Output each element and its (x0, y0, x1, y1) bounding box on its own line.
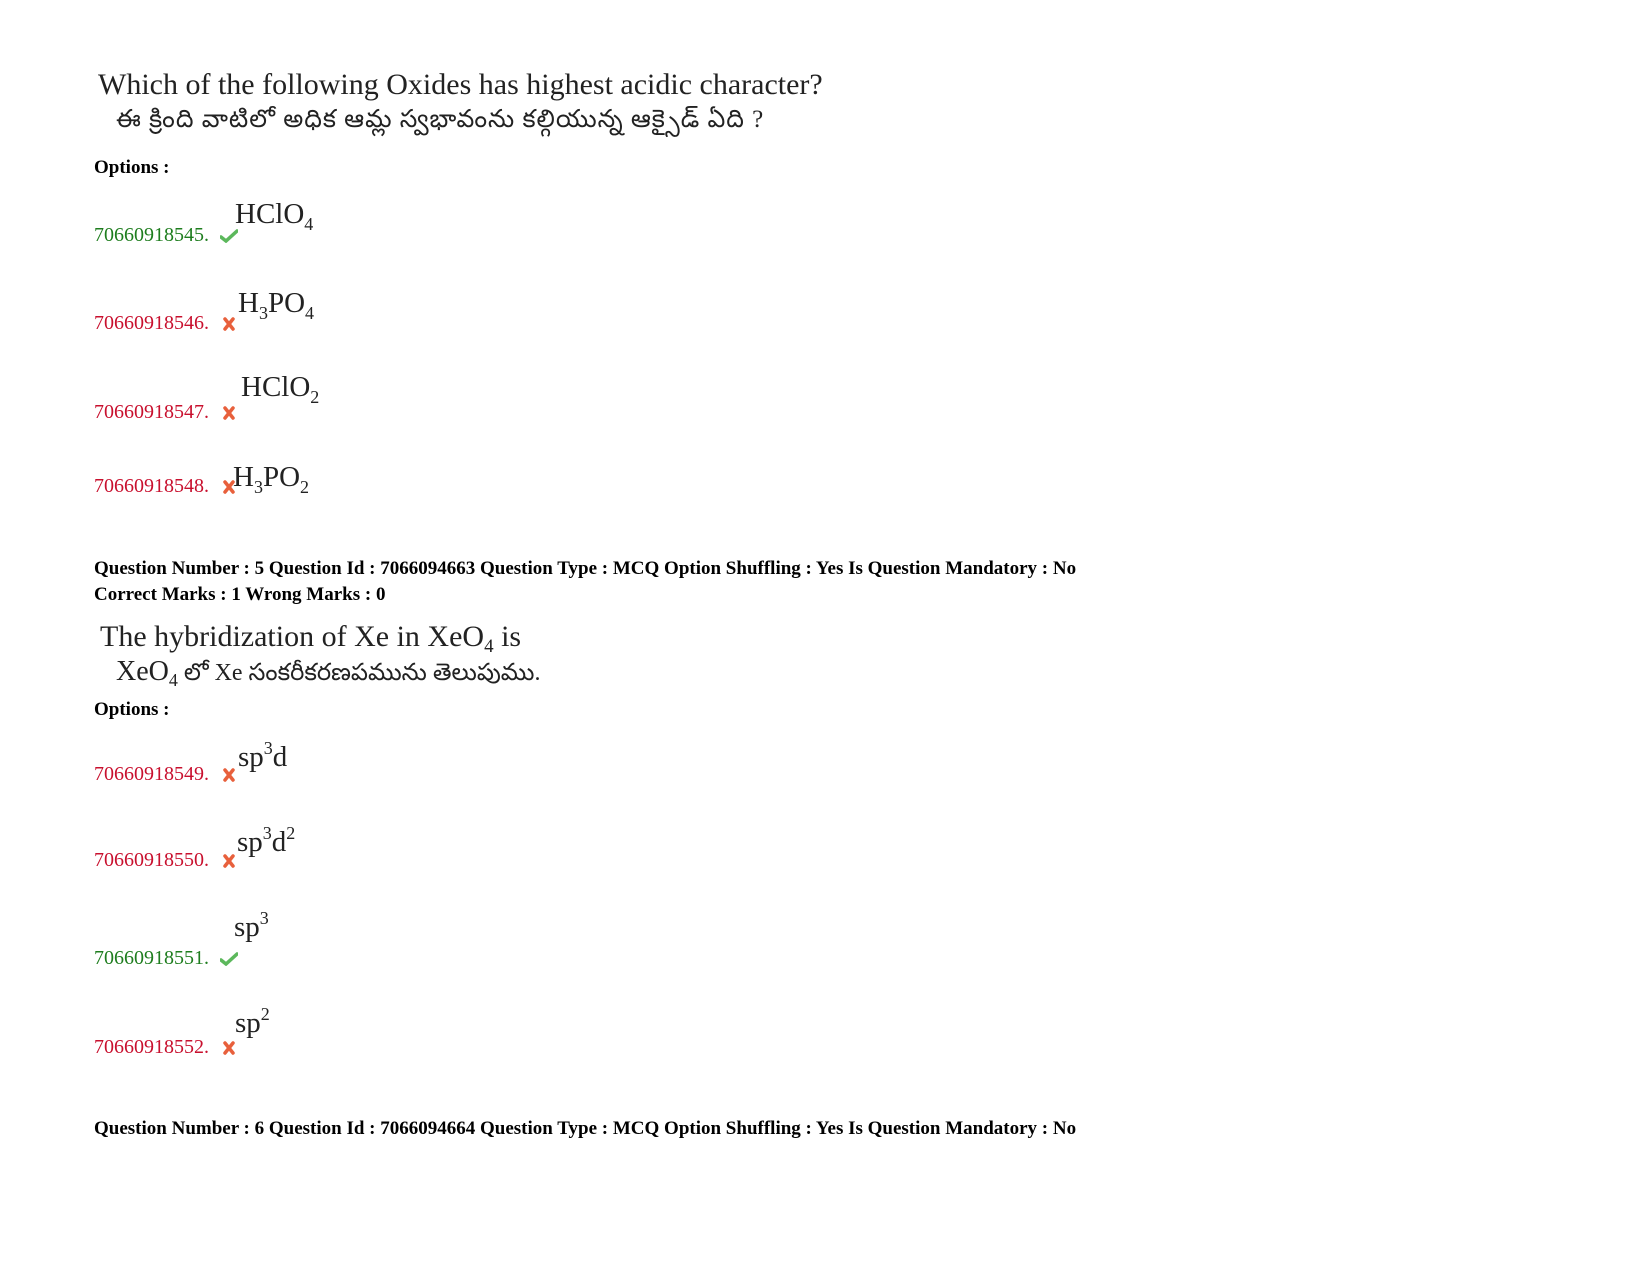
cross-icon (220, 768, 238, 782)
option-formula (235, 1004, 270, 1040)
question-part: is (493, 620, 522, 653)
formula-sup: 3 (259, 908, 269, 928)
question-text-te (116, 656, 540, 692)
option-id (94, 401, 238, 424)
formula-sup: 3 (263, 738, 273, 758)
question-sub: 4 (168, 670, 178, 690)
formula-part: sp (234, 911, 260, 943)
cross-icon (220, 854, 238, 868)
formula-part: H (238, 287, 259, 319)
option-id (94, 475, 238, 498)
option-id (94, 947, 238, 970)
formula-sub: 3 (258, 303, 268, 323)
formula-sub: 3 (253, 477, 263, 497)
cross-icon (220, 1041, 238, 1055)
formula-part: PO (262, 461, 301, 493)
options-label: Options : (94, 157, 170, 178)
formula-part: HClO (235, 198, 305, 230)
question-text-en (100, 620, 521, 658)
option-formula (241, 371, 319, 408)
option-formula (235, 198, 313, 235)
formula-part: d (272, 741, 288, 773)
formula-sup: 2 (260, 1004, 270, 1024)
question-meta: Question Number : 6 Question Id : 7066094664 Question Type : MCQ Option Shuffling : Yes Is Question Mandatory : No (94, 1118, 1077, 1139)
option-formula (237, 823, 295, 859)
option-formula (238, 738, 287, 774)
option-id (94, 312, 238, 335)
formula-part: H (233, 461, 254, 493)
option-id-text: 70660918545. (94, 224, 209, 246)
option-id (94, 849, 238, 872)
formula-sup: 2 (286, 823, 296, 843)
option-formula (238, 287, 314, 324)
options-label: Options : (94, 699, 170, 720)
formula-sub: 4 (305, 303, 315, 323)
question-part: XeO (116, 656, 169, 687)
question-text-en: Which of the following Oxides has highest acidic character? (98, 68, 823, 101)
option-id-text: 70660918548. (94, 475, 209, 497)
cross-icon (220, 406, 238, 420)
option-id (94, 224, 238, 247)
formula-sub: 2 (300, 477, 310, 497)
formula-part: PO (267, 287, 306, 319)
option-id (94, 763, 238, 786)
option-id-text: 70660918549. (94, 763, 209, 785)
formula-sup: 3 (262, 823, 272, 843)
option-id-text: 70660918547. (94, 401, 209, 423)
question-meta: Question Number : 5 Question Id : 7066094663 Question Type : MCQ Option Shuffling : Yes Is Question Mandatory : No (94, 558, 1077, 579)
formula-part: sp (235, 1007, 261, 1039)
question-part: The hybridization of Xe in XeO (100, 620, 485, 653)
formula-part: d (271, 826, 287, 858)
check-icon (220, 952, 238, 966)
option-id-text: 70660918551. (94, 947, 209, 969)
question-marks: Correct Marks : 1 Wrong Marks : 0 (94, 584, 386, 605)
option-id-text: 70660918552. (94, 1036, 209, 1058)
formula-sub: 4 (304, 214, 314, 234)
question-part: లో Xe సంకరీకరణపమును తెలుపుము. (177, 660, 541, 686)
formula-part: HClO (241, 371, 311, 403)
option-formula (234, 908, 269, 944)
cross-icon (220, 317, 238, 331)
option-id-text: 70660918546. (94, 312, 209, 334)
question-sub: 4 (484, 636, 494, 657)
question-text-te: ఈ క్రింది వాటిలో అధిక ఆమ్ల స్వభావంను కల్గియున్న ఆక్సైడ్ ఏది ? (116, 106, 765, 133)
option-formula (233, 461, 309, 498)
formula-part: sp (237, 826, 263, 858)
option-id-text: 70660918550. (94, 849, 209, 871)
option-id (94, 1036, 238, 1059)
formula-part: sp (238, 741, 264, 773)
formula-sub: 2 (310, 387, 320, 407)
